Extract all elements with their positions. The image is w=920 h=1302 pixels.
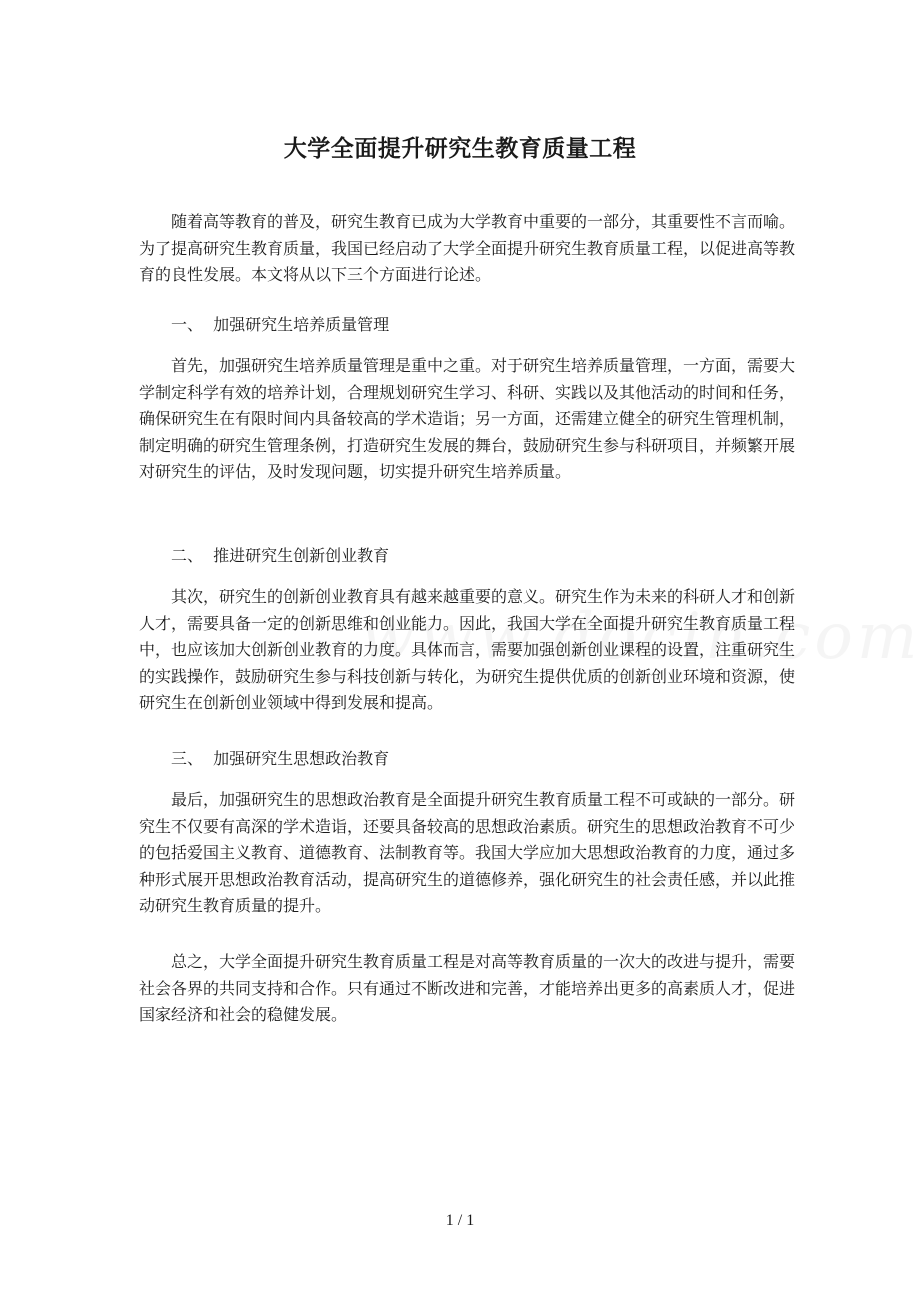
section-2-heading: 二、 推进研究生创新创业教育 bbox=[171, 546, 390, 565]
section-2-paragraph: 其次，研究生的创新创业教育具有越来越重要的意义。研究生作为未来的科研人才和创新人才，需要具备一定的创新思维和创业能力。因此，我国大学在全面提升研究生教育质量工程中，也应该加大创新创业教育的力度。具体而言，需要加强创新创业课程的设置，注重研究生的实践操作，鼓励研究生参与科技创新与转化，为研究生提供优质的创新创业环境和资源，使研究生在创新创业领域中得到发展和提高。 bbox=[139, 587, 796, 712]
document-title: 大学全面提升研究生教育质量工程 bbox=[283, 136, 637, 162]
section-3-paragraph: 最后，加强研究生的思想政治教育是全面提升研究生教育质量工程不可或缺的一部分。研究生不仅要有高深的学术造诣，还要具备较高的思想政治素质。研究生的思想政治教育不可少的包括爱国主义教育、道德教育、法制教育等。我国大学应加大思想政治教育的力度，通过多种形式展开思想政治教育活动，提高研究生的道德修养，强化研究生的社会责任感，并以此推动研究生教育质量的提升。 bbox=[139, 790, 796, 915]
section-1-paragraph: 首先，加强研究生培养质量管理是重中之重。对于研究生培养质量管理，一方面，需要大学制定科学有效的培养计划，合理规划研究生学习、科研、实践以及其他活动的时间和任务，确保研究生在有限时间内具备较高的学术造诣；另一方面，还需建立健全的研究生管理机制，制定明确的研究生管理条例，打造研究生发展的舞台，鼓励研究生参与科研项目，并频繁开展对研究生的评估，及时发现问题，切实提升研究生培养质量。 bbox=[139, 356, 796, 481]
conclusion-paragraph: 总之，大学全面提升研究生教育质量工程是对高等教育质量的一次大的改进与提升，需要社会各界的共同支持和合作。只有通过不断改进和完善，才能培养出更多的高素质人才，促进国家经济和社会的稳健发展。 bbox=[139, 952, 796, 1024]
page-number: 1 / 1 bbox=[445, 1212, 475, 1229]
section-1-heading: 一、 加强研究生培养质量管理 bbox=[171, 315, 390, 334]
section-3-heading: 三、 加强研究生思想政治教育 bbox=[171, 749, 390, 768]
intro-paragraph: 随着高等教育的普及，研究生教育已成为大学教育中重要的一部分，其重要性不言而喻。为了提高研究生教育质量，我国已经启动了大学全面提升研究生教育质量工程，以促进高等教育的良性发展。本文将从以下三个方面进行论述。 bbox=[139, 212, 796, 284]
